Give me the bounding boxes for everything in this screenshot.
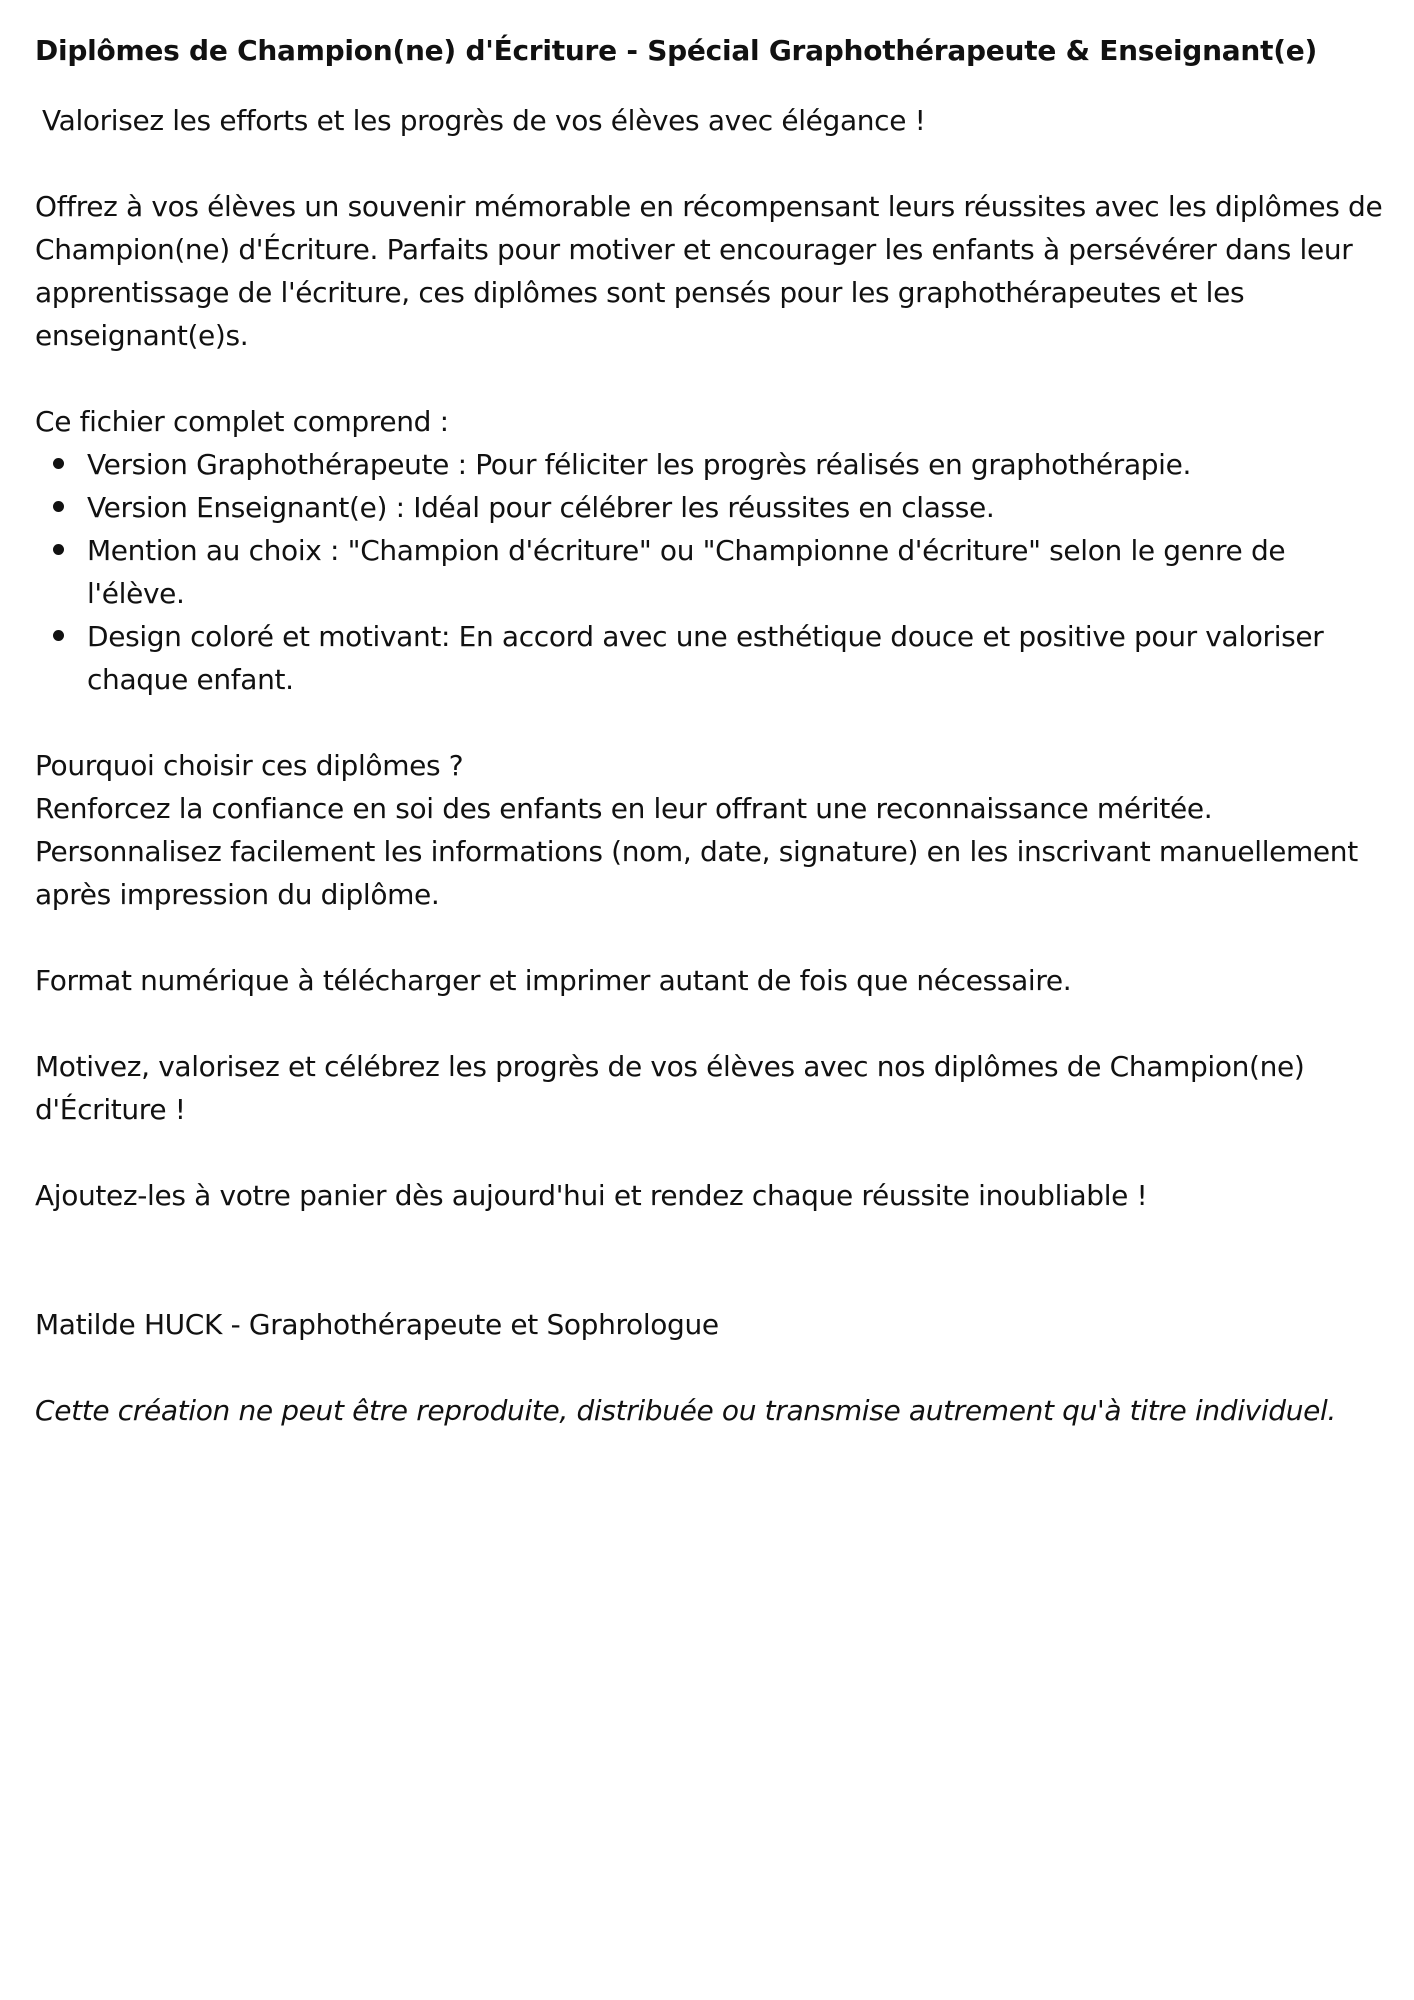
feature-item-mention: [35, 529, 1384, 615]
author-signature: Matilde HUCK - Graphothérapeute et Sophrologue: [35, 1308, 719, 1341]
feature-text: Version Enseignant(e) : Idéal pour célébrer les réussites en classe.: [87, 491, 995, 524]
features-list: [35, 443, 1384, 701]
call-to-action: Ajoutez-les à votre panier dès aujourd'hui et rendez chaque réussite inoubliable !: [35, 1179, 1148, 1212]
feature-text: Version Graphothérapeute : Pour féliciter les progrès réalisés en graphothérapie.: [87, 448, 1192, 481]
legal-notice: Cette création ne peut être reproduite, distribuée ou transmise autrement qu'à titre individuel.: [35, 1394, 1336, 1427]
features-intro: Ce fichier complet comprend :: [35, 405, 449, 438]
feature-item-enseignant: [35, 486, 1384, 529]
why-choose-heading: Pourquoi choisir ces diplômes ?: [35, 749, 464, 782]
motivation-paragraph: Motivez, valorisez et célébrez les progrès de vos élèves avec nos diplômes de Champion(ne) d'Écriture !: [35, 1050, 1305, 1126]
bullet-icon: [53, 458, 64, 469]
why-choose-benefit: Renforcez la confiance en soi des enfants en leur offrant une reconnaissance méritée.: [35, 792, 1213, 825]
why-choose-benefit: Personnalisez facilement les informations (nom, date, signature) en les inscrivant manuellement après impression du diplôme.: [35, 835, 1358, 911]
feature-item-design: [35, 615, 1384, 701]
why-choose-section: [35, 744, 1384, 916]
intro-paragraph: Offrez à vos élèves un souvenir mémorable en récompensant leurs réussites avec les diplômes de Champion(ne) d'Écriture. Parfaits pour motiver et encourager les enfants à persévérer dans leur apprentissage de l'écriture, ces diplômes sont pensés pour les graphothérapeutes et les enseignant(e)s.: [35, 190, 1383, 352]
feature-item-graphotherapeute: [35, 443, 1384, 486]
format-paragraph: Format numérique à télécharger et imprimer autant de fois que nécessaire.: [35, 964, 1072, 997]
bullet-icon: [53, 630, 64, 641]
feature-text: Design coloré et motivant: En accord avec une esthétique douce et positive pour valoriser chaque enfant.: [87, 620, 1324, 696]
bullet-icon: [53, 544, 64, 555]
document-body: [35, 99, 1384, 1432]
feature-text: Mention au choix : "Champion d'écriture" ou "Championne d'écriture" selon le genre de l'élève.: [87, 534, 1286, 610]
document-title: Diplômes de Champion(ne) d'Écriture - Spécial Graphothérapeute & Enseignant(e): [35, 34, 1318, 67]
bullet-icon: [53, 501, 64, 512]
document-subtitle: Valorisez les efforts et les progrès de vos élèves avec élégance !: [42, 104, 926, 137]
